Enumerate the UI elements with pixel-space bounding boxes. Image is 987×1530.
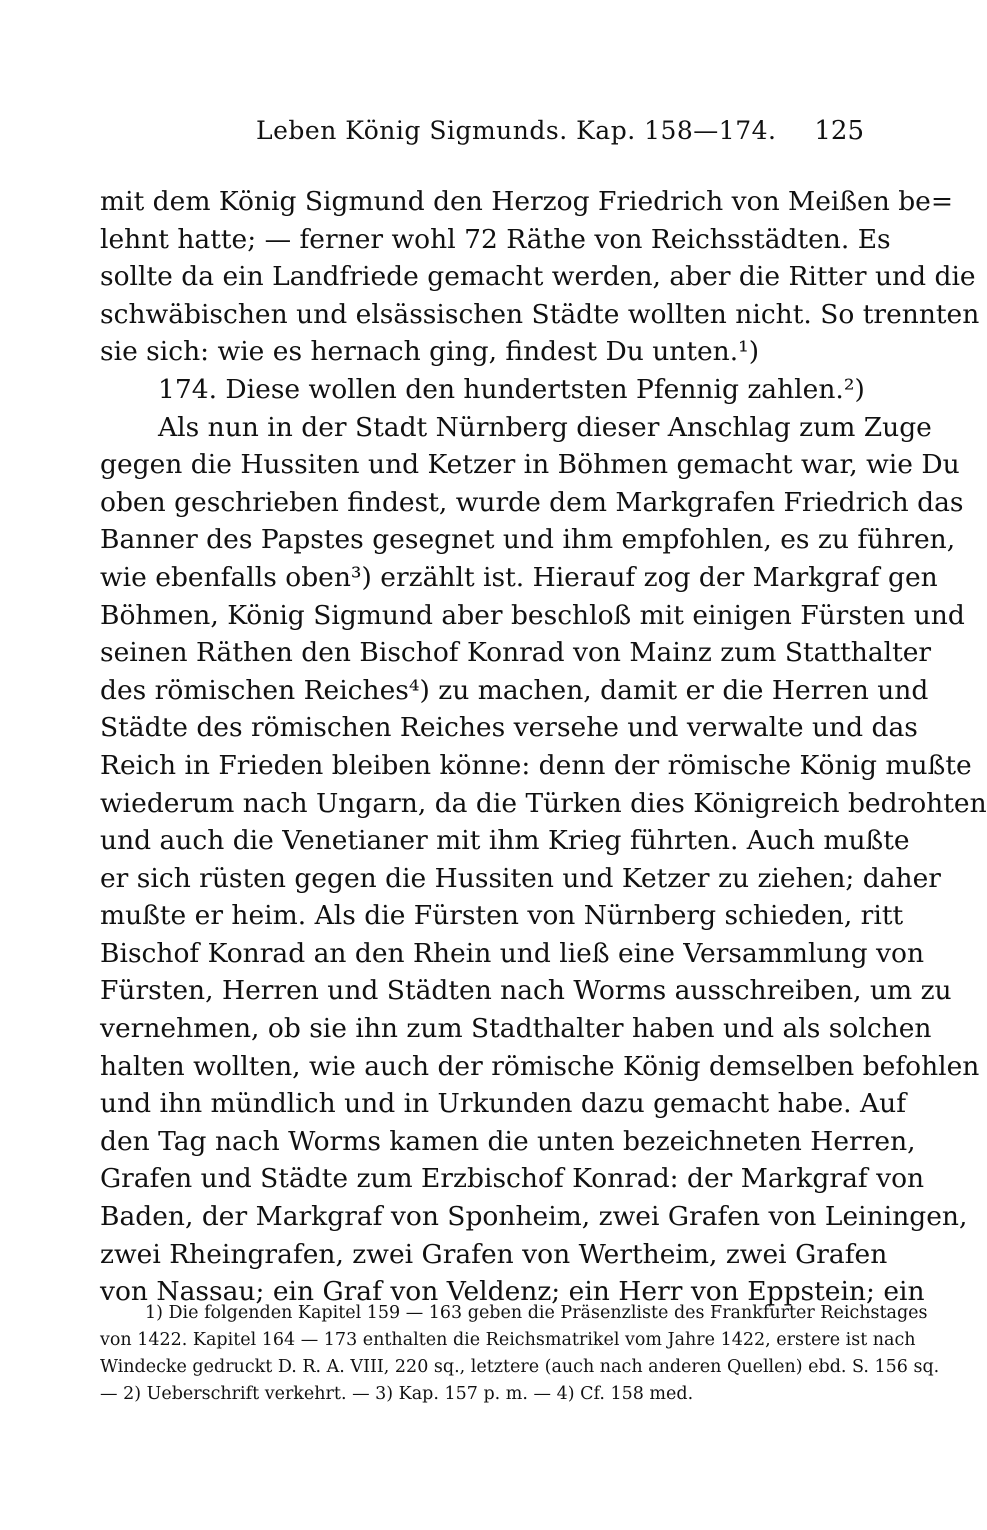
- running-header: [100, 112, 864, 152]
- text-line: den Tag nach Worms kamen die unten bezeichneten Herren,: [100, 1125, 916, 1157]
- text-line: sollte da ein Landfriede gemacht werden, aber die Ritter und die: [100, 261, 976, 293]
- text-line: des römischen Reiches⁴) zu machen, damit er die Herren und: [100, 674, 929, 706]
- text-line: mit dem König Sigmund den Herzog Friedrich von Meißen be=: [100, 186, 954, 217]
- text-line: Reich in Frieden bleiben könne: denn der römische König mußte: [100, 749, 972, 781]
- text-line: Bischof Konrad an den Rhein und ließ eine Versammlung von: [100, 937, 925, 969]
- chapter-heading: 174. Diese wollen den hundertsten Pfennig zahlen.²): [158, 373, 865, 405]
- page-number: 125: [814, 116, 864, 146]
- footnotes: [100, 1300, 940, 1408]
- text-line: und auch die Venetianer mit ihm Krieg führten. Auch mußte: [100, 825, 910, 857]
- footnote-line: Windecke gedruckt D. R. A. VIII, 220 sq., letztere (auch nach anderen Quellen) ebd. S. 156 sq.: [100, 1357, 940, 1377]
- text-line: wie ebenfalls oben³) erzählt ist. Hierauf zog der Markgraf gen: [100, 561, 938, 593]
- text-line: Böhmen, König Sigmund aber beschloß mit einigen Fürsten und: [100, 599, 965, 631]
- text-line: schwäbischen und elsässischen Städte wollten nicht. So trennten: [100, 298, 980, 330]
- text-line: mußte er heim. Als die Fürsten von Nürnberg schieden, ritt: [100, 900, 904, 932]
- text-line: Städte des römischen Reiches versehe und verwalte und das: [100, 712, 918, 744]
- text-line: Fürsten, Herren und Städten nach Worms ausschreiben, um zu: [100, 975, 952, 1007]
- running-title: Leben König Sigmunds. Kap. 158—174.: [256, 116, 777, 145]
- text-line: Banner des Papstes gesegnet und ihm empfohlen, es zu führen,: [100, 524, 956, 556]
- main-text: [100, 183, 987, 1311]
- text-line: Grafen und Städte zum Erzbischof Konrad: der Markgraf von: [100, 1163, 925, 1195]
- text-line: halten wollten, wie auch der römische König demselben befohlen: [100, 1050, 980, 1082]
- footnote-line: — 2) Ueberschrift verkehrt. — 3) Kap. 157 p. m. — 4) Cf. 158 med.: [100, 1384, 694, 1404]
- text-line: und ihn mündlich und in Urkunden dazu gemacht habe. Auf: [100, 1088, 907, 1120]
- text-line: wiederum nach Ungarn, da die Türken dies Königreich bedrohten: [100, 787, 987, 819]
- text-line: seinen Räthen den Bischof Konrad von Mainz zum Statthalter: [100, 637, 932, 669]
- footnote-line: 1) Die folgenden Kapitel 159 — 163 geben die Präsenzliste des Frankfurter Reichstages: [145, 1303, 928, 1323]
- text-line: zwei Rheingrafen, zwei Grafen von Wertheim, zwei Grafen: [100, 1238, 888, 1270]
- footnote-line: von 1422. Kapitel 164 — 173 enthalten die Reichsmatrikel vom Jahre 1422, erstere ist nach: [100, 1330, 916, 1350]
- text-line: lehnt hatte; — ferner wohl 72 Räthe von Reichsstädten. Es: [100, 223, 891, 255]
- text-line: vernehmen, ob sie ihn zum Stadthalter haben und als solchen: [100, 1013, 932, 1045]
- text-line: sie sich: wie es hernach ging, findest Du unten.¹): [100, 336, 760, 368]
- text-line: oben geschrieben findest, wurde dem Markgrafen Friedrich das: [100, 486, 964, 518]
- text-line: von Nassau; ein Graf von Veldenz; ein Herr von Eppstein; ein: [100, 1276, 925, 1308]
- text-line: er sich rüsten gegen die Hussiten und Ketzer zu ziehen; daher: [100, 862, 941, 894]
- text-line: Baden, der Markgraf von Sponheim, zwei Grafen von Leiningen,: [100, 1201, 968, 1233]
- text-line: gegen die Hussiten und Ketzer in Böhmen gemacht war, wie Du: [100, 449, 960, 481]
- text-line: Als nun in der Stadt Nürnberg dieser Anschlag zum Zuge: [158, 411, 932, 443]
